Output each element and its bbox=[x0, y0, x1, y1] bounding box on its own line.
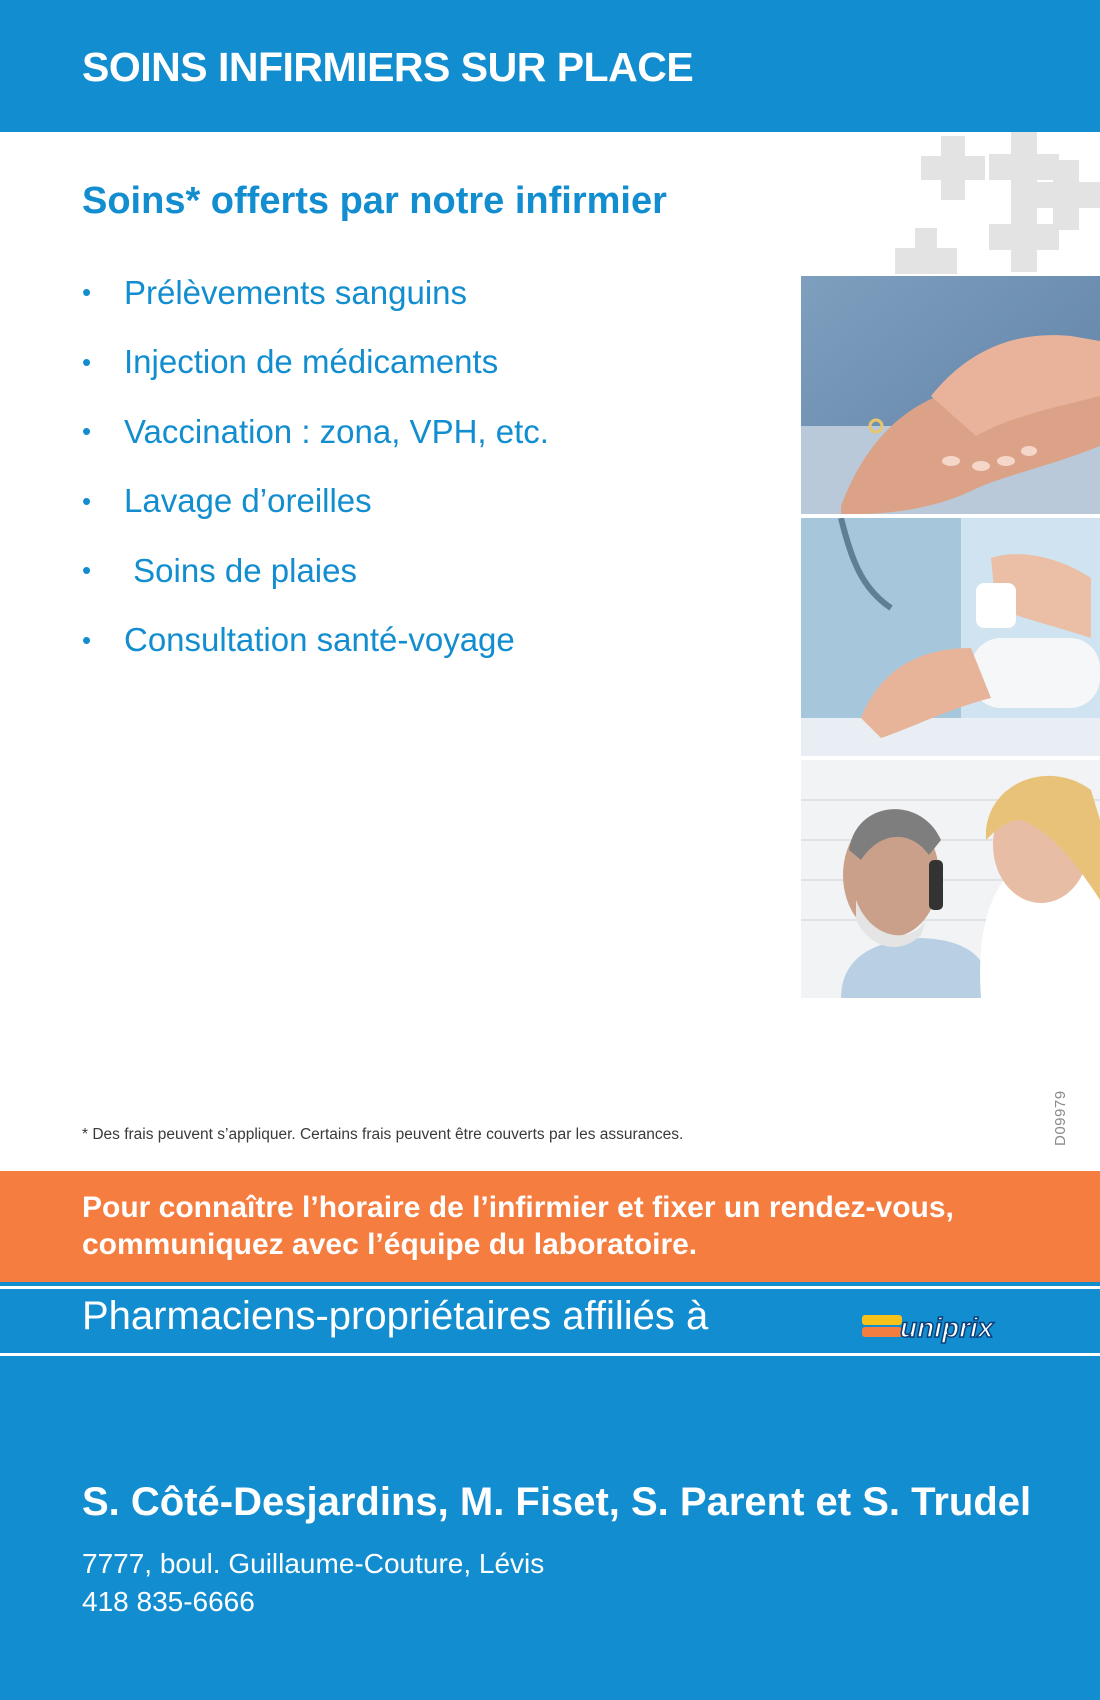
pharmacy-phone: 418 835-6666 bbox=[82, 1586, 255, 1617]
call-to-action-text bbox=[82, 1189, 1082, 1263]
list-item bbox=[82, 536, 549, 606]
service-label: Prélèvements sanguins bbox=[124, 273, 468, 311]
service-label: Lavage d’oreilles bbox=[124, 482, 372, 520]
pharmacy-footer bbox=[0, 1282, 1100, 1700]
list-item bbox=[82, 606, 549, 676]
list-item bbox=[82, 258, 549, 328]
divider bbox=[0, 1353, 1100, 1356]
hands-care-photo bbox=[801, 276, 1100, 514]
bullet-icon: • bbox=[82, 416, 92, 447]
footnote: * Des frais peuvent s’appliquer. Certains frais peuvent être couverts par les assurances. bbox=[82, 1126, 684, 1143]
document-number: D09979 bbox=[1052, 1090, 1069, 1146]
page-title: SOINS INFIRMIERS SUR PLACE bbox=[82, 44, 694, 90]
services-list bbox=[82, 258, 549, 675]
service-label: Injection de médicaments bbox=[124, 343, 499, 381]
pharmacist-names: S. Côté-Desjardins, M. Fiset, S. Parent et S. Trudel bbox=[82, 1480, 1032, 1524]
bullet-icon: • bbox=[82, 277, 92, 308]
service-label: Vaccination : zona, VPH, etc. bbox=[124, 412, 549, 450]
header-banner bbox=[0, 0, 1100, 132]
call-to-action-line-2: communiquez avec l’équipe du laboratoire. bbox=[82, 1228, 698, 1261]
pharmacy-address: 7777, boul. Guillaume-Couture, Lévis bbox=[82, 1548, 545, 1579]
svg-text:uniprix: uniprix bbox=[900, 1312, 994, 1343]
photo-column bbox=[801, 276, 1100, 1002]
list-item bbox=[82, 397, 549, 467]
call-to-action-band bbox=[0, 1171, 1100, 1282]
list-item bbox=[82, 328, 549, 398]
ear-exam-photo bbox=[801, 760, 1100, 998]
uniprix-logo bbox=[862, 1307, 1017, 1347]
bullet-icon: • bbox=[82, 346, 92, 377]
list-item bbox=[82, 467, 549, 537]
bandage-photo bbox=[801, 518, 1100, 756]
services-heading: Soins* offerts par notre infirmier bbox=[82, 180, 667, 222]
service-label: Soins de plaies bbox=[124, 551, 357, 589]
affiliation-text: Pharmaciens-propriétaires affiliés à bbox=[82, 1294, 709, 1338]
divider bbox=[0, 1286, 1100, 1289]
call-to-action-line-1: Pour connaître l’horaire de l’infirmier et fixer un rendez-vous, bbox=[82, 1191, 954, 1224]
bullet-icon: • bbox=[82, 555, 92, 586]
bullet-icon: • bbox=[82, 624, 92, 655]
bullet-icon: • bbox=[82, 485, 92, 516]
service-label: Consultation santé-voyage bbox=[124, 621, 515, 659]
medical-cross-pattern-icon bbox=[895, 128, 1100, 274]
